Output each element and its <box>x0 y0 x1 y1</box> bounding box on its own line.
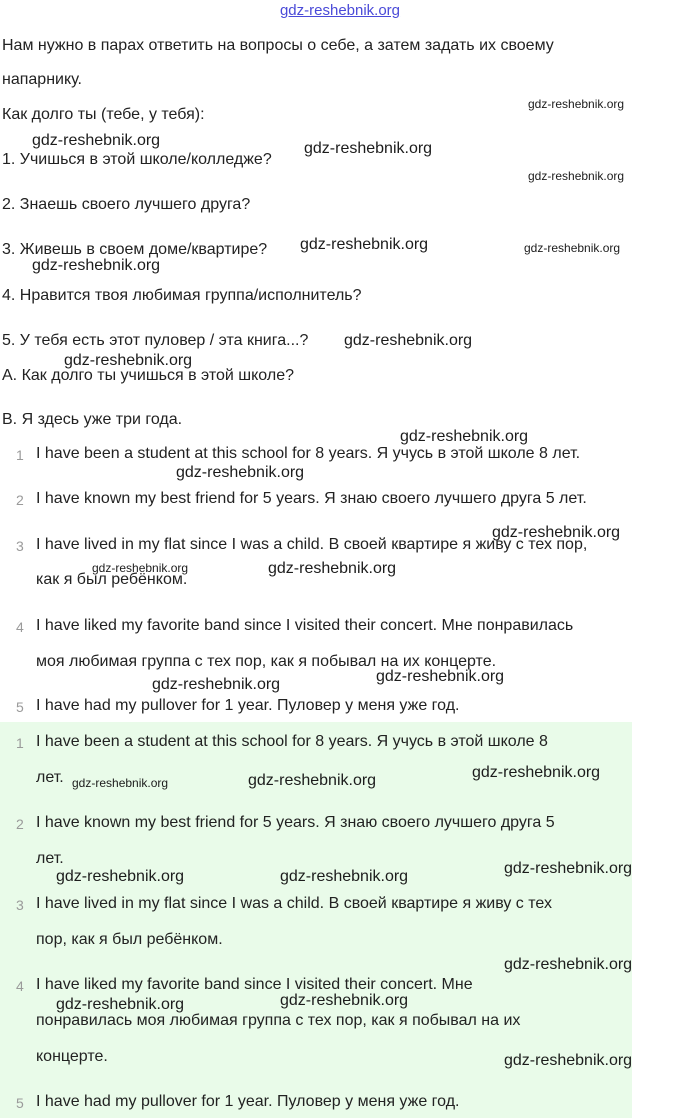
question-2: 2. Знаешь своего лучшего друга? <box>2 196 251 213</box>
answer-number: 3 <box>16 538 24 554</box>
watermark: gdz-reshebnik.org <box>304 140 433 157</box>
green-answer-text: I have had my pullover for 1 year. Пуловер у меня уже год. <box>36 1093 460 1110</box>
watermark: gdz-reshebnik.org <box>528 97 625 111</box>
answer-text: I have had my pullover for 1 year. Пуловер у меня уже год. <box>36 697 460 714</box>
green-answer-text: понравилась моя любимая группа с тех пор, как я побывал на их <box>36 1012 521 1029</box>
watermark: gdz-reshebnik.org <box>504 1052 633 1069</box>
green-answer-number: 2 <box>16 816 24 832</box>
question-3: 3. Живешь в своем доме/квартире? <box>2 241 268 258</box>
answer-number: 2 <box>16 492 24 508</box>
watermark: gdz-reshebnik.org <box>32 257 161 274</box>
watermark: gdz-reshebnik.org <box>64 352 193 369</box>
watermark: gdz-reshebnik.org <box>528 169 625 183</box>
answer-text: I have liked my favorite band since I visited their concert. Мне понравилась <box>36 617 574 634</box>
watermark: gdz-reshebnik.org <box>472 764 601 781</box>
watermark: gdz-reshebnik.org <box>504 956 633 973</box>
watermark: gdz-reshebnik.org <box>300 236 429 253</box>
green-answer-number: 4 <box>16 978 24 994</box>
watermark: gdz-reshebnik.org <box>492 524 621 541</box>
green-answer-text: концерте. <box>36 1048 108 1065</box>
watermark: gdz-reshebnik.org <box>32 132 161 149</box>
watermark: gdz-reshebnik.org <box>176 464 305 481</box>
watermark: gdz-reshebnik.org <box>56 996 185 1013</box>
watermark: gdz-reshebnik.org <box>504 860 633 877</box>
green-answer-text: пор, как я был ребёнком. <box>36 931 223 948</box>
watermark: gdz-reshebnik.org <box>152 676 281 693</box>
watermark: gdz-reshebnik.org <box>72 776 169 790</box>
answer-number: 4 <box>16 619 24 635</box>
watermark: gdz-reshebnik.org <box>248 772 377 789</box>
answer-text: моя любимая группа с тех пор, как я побывал на их концерте. <box>36 653 497 670</box>
question-4: 4. Нравится твоя любимая группа/исполнитель? <box>2 287 362 304</box>
green-answer-number: 1 <box>16 735 24 751</box>
green-answer-text: I have lived in my flat since I was a child. В своей квартире я живу с тех <box>36 895 552 912</box>
green-answer-text: I have been a student at this school for 8 years. Я учусь в этой школе 8 <box>36 733 548 750</box>
green-answer-number: 5 <box>16 1095 24 1111</box>
watermark: gdz-reshebnik.org <box>400 428 529 445</box>
green-answer-text: I have liked my favorite band since I visited their concert. Мне <box>36 976 473 993</box>
intro-prompt: Как долго ты (тебе, у тебя): <box>2 106 205 123</box>
intro-line-1: Нам нужно в парах ответить на вопросы о себе, а затем задать их своему <box>2 37 554 54</box>
green-answer-text: I have known my best friend for 5 years. Я знаю своего лучшего друга 5 <box>36 814 555 831</box>
question-5: 5. У тебя есть этот пуловер / эта книга...? <box>2 332 309 349</box>
question-1: 1. Учишься в этой школе/колледже? <box>2 151 272 168</box>
answer-text: как я был ребёнком. <box>36 571 188 588</box>
watermark: gdz-reshebnik.org <box>56 868 185 885</box>
dialogue-b: B. Я здесь уже три года. <box>2 411 183 428</box>
watermark: gdz-reshebnik.org <box>280 992 409 1009</box>
green-answer-text: лет. <box>36 850 64 867</box>
watermark: gdz-reshebnik.org <box>376 668 505 685</box>
green-answer-text: лет. <box>36 769 64 786</box>
watermark: gdz-reshebnik.org <box>268 560 397 577</box>
watermark: gdz-reshebnik.org <box>92 561 189 575</box>
watermark: gdz-reshebnik.org <box>344 332 473 349</box>
dialogue-a: A. Как долго ты учишься в этой школе? <box>2 367 294 384</box>
green-answer-number: 3 <box>16 897 24 913</box>
answer-text: I have known my best friend for 5 years. Я знаю своего лучшего друга 5 лет. <box>36 490 587 507</box>
answer-number: 5 <box>16 699 24 715</box>
answer-text: I have been a student at this school for 8 years. Я учусь в этой школе 8 лет. <box>36 445 581 462</box>
answer-text: I have lived in my flat since I was a child. В своей квартире я живу с тех пор, <box>36 536 588 553</box>
watermark: gdz-reshebnik.org <box>524 241 621 255</box>
answer-number: 1 <box>16 447 24 463</box>
site-link[interactable]: gdz-reshebnik.org <box>279 2 401 19</box>
watermark: gdz-reshebnik.org <box>280 868 409 885</box>
intro-line-2: напарнику. <box>2 71 82 88</box>
